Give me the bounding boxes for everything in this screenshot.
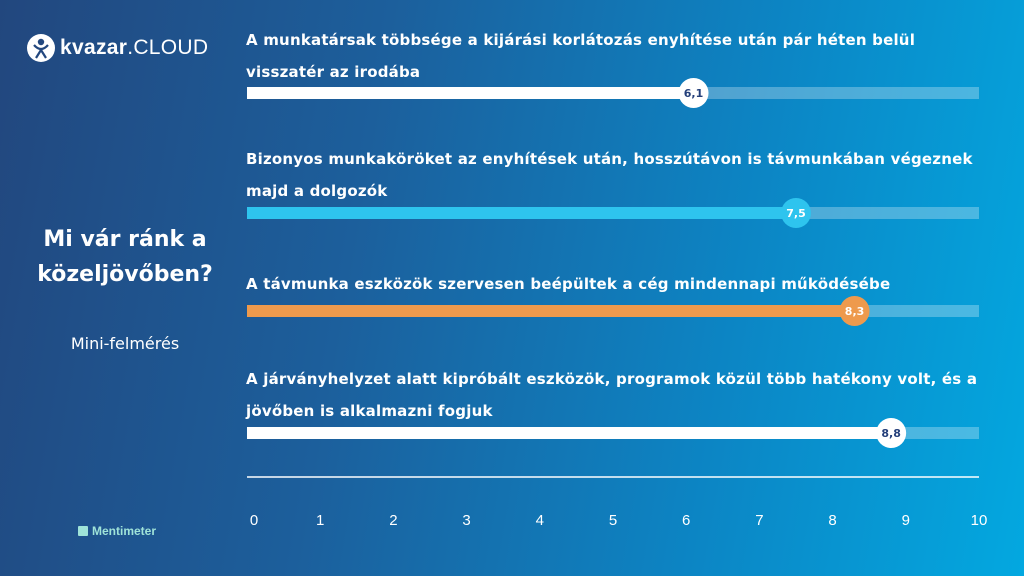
x-tick-label: 8: [828, 512, 837, 529]
brand-name-light: .CLOUD: [127, 36, 209, 59]
brand-name-bold: kvazar: [60, 36, 128, 59]
statement-2: Bizonyos munkaköröket az enyhítések után, hosszútávon is távmunkában végeznek majd a dolgozók: [246, 150, 973, 200]
sidebar-subtitle: Mini-felmérés: [70, 334, 180, 353]
x-tick-label: 1: [316, 512, 325, 529]
x-tick-label: 3: [462, 512, 471, 529]
x-tick-label: 0: [249, 512, 259, 529]
sidebar-title: Mi vár ránk a közeljövőben?: [37, 227, 213, 287]
bar: [247, 427, 891, 439]
mentimeter-icon: [78, 526, 88, 536]
value-label: 6,1: [683, 87, 704, 100]
x-tick-label: 10: [970, 512, 988, 529]
value-label: 8,3: [844, 305, 865, 318]
value-label: 7,5: [786, 207, 806, 220]
statement-3: A távmunka eszközök szervesen beépültek a cég mindennapi működésébe: [246, 275, 891, 293]
bar: [247, 305, 855, 317]
mentimeter-label: Mentimeter: [92, 524, 157, 538]
bar: [247, 87, 694, 99]
x-tick-label: 6: [682, 512, 691, 529]
x-tick-label: 7: [755, 512, 764, 529]
x-tick-label: 9: [901, 512, 910, 529]
mentimeter-badge: [78, 524, 156, 538]
x-tick-label: 2: [389, 512, 398, 529]
x-tick-label: 5: [608, 512, 618, 529]
bar: [247, 207, 796, 219]
statement-1: A munkatársak többsége a kijárási korlátozás enyhítése után pár héten belül visszatér az irodába: [246, 31, 916, 81]
value-label: 8,8: [881, 427, 901, 440]
x-tick-label: 4: [535, 512, 544, 529]
statement-4: A járványhelyzet alatt kipróbált eszközök, programok közül több hatékony volt, és a jövőben is alkalmazni fogjuk: [246, 370, 978, 420]
